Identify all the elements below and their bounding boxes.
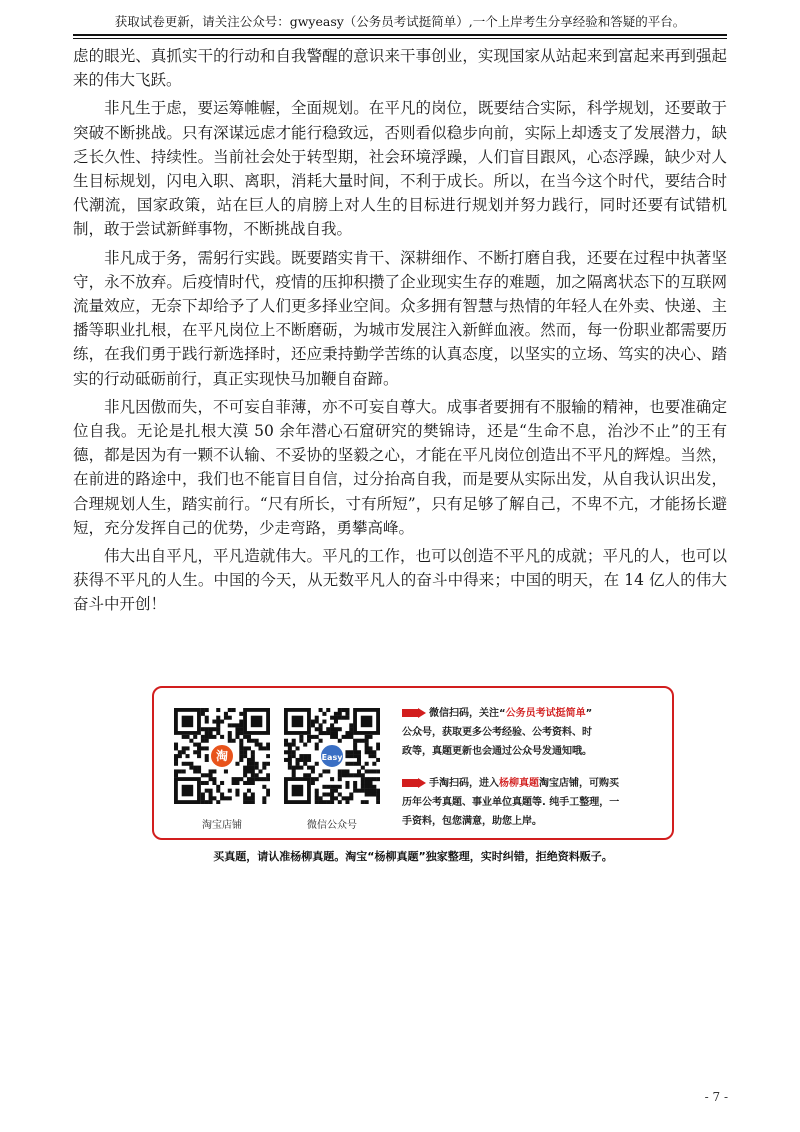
promo-box [152,686,674,840]
taobao-line-5: 历年公考真题、事业单位真题等. 纯手工整理，一 [402,797,620,808]
paragraph-2: 非凡生于虑，要运筹帷幄，全面规划。在平凡的岗位，既要结合实际，科学规划，还要敢于突破不断挑战。只有深谋远虑才能行稳致远，否则看似稳步向前，实际上却透支了发展潜力，缺乏长久性、持续性。当前社会处于转型期，社会环境浮躁，人们盲目跟风，心态浮躁，缺少对人生目标规划，闪电入职、离职，消耗大量时间，不利于成长。所以，在当今这个时代，要结合时代潮流，国家政策，站在巨人的肩膀上对人生的目标进行规划并努力践行，同时还要有试错机制，敢于尝试新鲜事物，不断挑战自我。 [73,99,727,239]
taobao-line-suffix: 淘宝店铺，可购买 [539,778,619,789]
svg-text:淘: 淘 [215,749,229,763]
footer-note: 买真题，请认准杨柳真题。淘宝“杨柳真题”独家整理，实时纠错，拒绝资料贩子。 [213,850,613,863]
page-header: 获取试卷更新，请关注公众号：gwyeasy（公务员考试挺简单）,一个上岸考生分享经验和答疑的平台。 [114,14,686,29]
red-arrow-icon [402,708,426,718]
wechat-qr-label: 微信公众号 [307,820,357,831]
taobao-qr-code[interactable] [174,708,270,804]
paragraph-1: 虑的眼光、真抓实干的行动和自我警醒的意识来干事创业，实现国家从站起来到富起来再到强起来的伟大飞跃。 [73,47,727,90]
header-divider-thick [73,34,727,36]
paragraph-4: 非凡因傲而失，不可妄自菲薄，亦不可妄自尊大。成事者要拥有不服输的精神，也要准确定位自我。无论是扎根大漠 50 余年潜心石窟研究的樊锦诗，还是“生命不息，治沙不止”的王有德，都是因为有一颗不认输、不妥协的坚毅之心，才能在平凡岗位创造出不平凡的辉煌。当然，在前进的路途中，我们也不能盲目自信，过分抬高自我，而是要从实际出发，从自我认识出发，合理规划人生，踏实前行。“尺有所长，寸有所短”，只有足够了解自己，不卑不亢，才能扬长避短，充分发挥自己的优势，少走弯路，勇攀高峰。 [73,397,727,537]
taobao-promo-text [402,774,664,831]
article-body [73,44,727,621]
taobao-qr-label: 淘宝店铺 [202,820,242,831]
wechat-promo-text [402,704,664,761]
paragraph-3: 非凡成于务，需躬行实践。既要踏实肯干、深耕细作、不断打磨自我，还要在过程中执著坚守，永不放弃。后疫情时代，疫情的压抑积攒了企业现实生存的难题，加之隔离状态下的互联网流量效应，无奈下却给予了人们更多择业空间。众多拥有智慧与热情的年轻人在外卖、快递、主播等职业扎根，在平凡岗位上不断磨砺，为城市发展注入新鲜血液。然而，每一份职业都需要历练，在我们勇于践行新选择时，还应秉持勤学苦练的认真态度，以坚实的立场、笃实的决心、踏实的行动砥砺前行，真正实现快马加鞭自奋蹄。 [73,248,727,388]
paragraph-5: 伟大出自平凡，平凡造就伟大。平凡的工作，也可以创造不平凡的成就；平凡的人，也可以获得不平凡的人生。中国的今天，从无数平凡人的奋斗中得来；中国的明天，在 14 亿人的伟大奋斗中开创！ [73,547,727,614]
wechat-qr-code[interactable] [284,708,380,804]
svg-text:Easy: Easy [321,753,343,762]
wechat-line-3: 政等，真题更新也会通过公众号发通知哦。 [402,746,592,757]
taobao-line-6: 手资料，包您满意，助您上岸。 [402,816,542,827]
taobao-shop-name: 杨柳真题 [499,778,539,789]
wechat-account-name: 公务员考试挺简单 [505,708,586,719]
wechat-line-suffix: ” [585,708,593,719]
wechat-line-2: 公众号，获取更多公考经验、公考资料、时 [402,727,592,738]
red-arrow-icon [402,778,426,788]
taobao-line-prefix: 手淘扫码，进入 [429,778,499,789]
page-number: - 7 - [704,1090,728,1104]
wechat-line-prefix: 微信扫码，关注“ [429,708,506,719]
header-divider-thin [73,38,727,39]
